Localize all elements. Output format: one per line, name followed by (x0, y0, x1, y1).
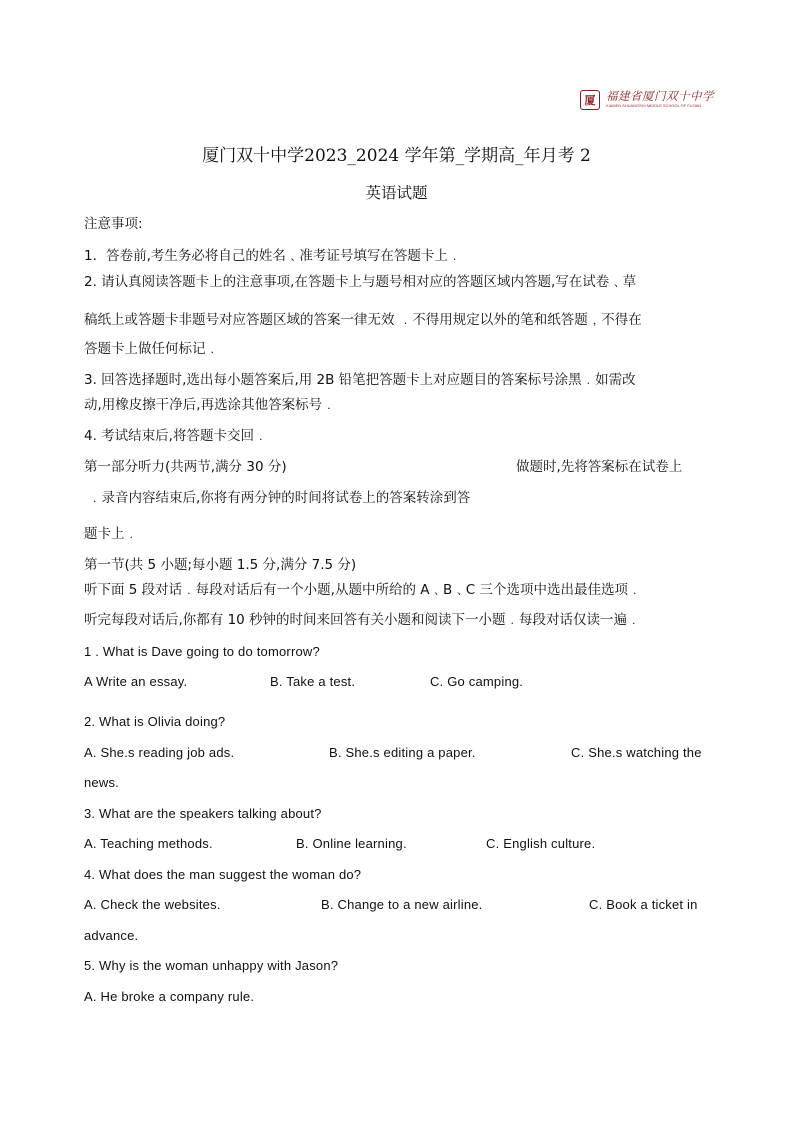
notice-item-2-line-1: 2. 请认真阅读答题卡上的注意事项,在答题卡上与题号相对应的答题区域内答题,写在试卷﹑草 (84, 274, 637, 290)
question-5-stem: 5. Why is the woman unhappy with Jason? (84, 958, 339, 973)
school-name-en: XIAMEN SHUANGSHI MIDDLE SCHOOL OF FUJIAN (606, 103, 702, 108)
question-4-stem: 4. What does the man suggest the woman do? (84, 867, 362, 882)
exam-title: 厦门双十中学2023_2024 学年第_学期高_年月考 2 (202, 146, 591, 166)
school-name-cn: 福建省厦门双十中学 (606, 89, 714, 104)
question-4-option-a: A. Check the websites. (84, 897, 221, 912)
question-3-stem: 3. What are the speakers talking about? (84, 806, 322, 821)
question-2-option-b: B. She.s editing a paper. (329, 745, 476, 760)
question-2-option-a: A. She.s reading job ads. (84, 745, 235, 760)
exam-subtitle: 英语试题 (365, 184, 428, 202)
notice-item-2-line-2: 稿纸上或答题卡非题号对应答题区域的答案一律无效 ﹒不得用规定以外的笔和纸答题﹐不得在 (84, 312, 642, 328)
section1-heading: 第一节(共 5 小题;每小题 1.5 分,满分 7.5 分) (84, 557, 357, 573)
question-2-option-c-continuation: news. (84, 775, 119, 790)
notice-item-3-line-2: 动,用橡皮擦干净后,再选涂其他答案标号﹒ (84, 397, 336, 413)
section1-instruction-line-2: 听完每段对话后,你都有 10 秒钟的时间来回答有关小题和阅读下一小题﹒每段对话仅读一遍﹒ (84, 612, 641, 628)
notice-item-1: 1．答卷前,考生务必将自己的姓名﹑准考证号填写在答题卡上﹒ (84, 248, 462, 264)
question-1-stem: 1 . What is Dave going to do tomorrow? (84, 644, 320, 659)
question-1-option-c: C. Go camping. (430, 674, 524, 689)
notice-item-2-line-3: 答题卡上做任何标记﹒ (84, 341, 219, 357)
school-logo (580, 89, 714, 111)
school-seal-icon: 厦 (580, 90, 600, 110)
part1-heading: 第一部分听力(共两节,满分 30 分) (84, 459, 287, 475)
part1-instruction-right: 做题时,先将答案标在试卷上 (516, 459, 683, 475)
question-4-option-c-continuation: advance. (84, 928, 139, 943)
question-2-stem: 2. What is Olivia doing? (84, 714, 226, 729)
question-3-option-a: A. Teaching methods. (84, 836, 213, 851)
notice-heading: 注意事项: (84, 216, 143, 232)
question-1-option-b: B. Take a test. (270, 674, 356, 689)
question-1-option-a: A Write an essay. (84, 674, 188, 689)
notice-item-3-line-1: 3. 回答选择题时,选出每小题答案后,用 2B 铅笔把答题卡上对应题目的答案标号涂黑﹒如需改 (84, 372, 636, 388)
part1-instruction-line-3: 题卡上﹒ (84, 526, 138, 542)
part1-instruction-line-2: ﹒录音内容结束后,你将有两分钟的时间将试卷上的答案转涂到答 (88, 490, 471, 506)
question-5-option-a: A. He broke a company rule. (84, 989, 255, 1004)
question-2-option-c: C. She.s watching the (571, 745, 702, 760)
question-4-option-c: C. Book a ticket in (589, 897, 698, 912)
question-3-option-b: B. Online learning. (296, 836, 407, 851)
notice-item-4: 4. 考试结束后,将答题卡交回﹒ (84, 428, 268, 444)
question-4-option-b: B. Change to a new airline. (321, 897, 483, 912)
section1-instruction-line-1: 听下面 5 段对话﹒每段对话后有一个小题,从题中所给的 A﹑B﹑C 三个选项中选出最佳选项﹒ (84, 582, 642, 598)
school-logo-text (606, 91, 714, 108)
question-3-option-c: C. English culture. (486, 836, 596, 851)
